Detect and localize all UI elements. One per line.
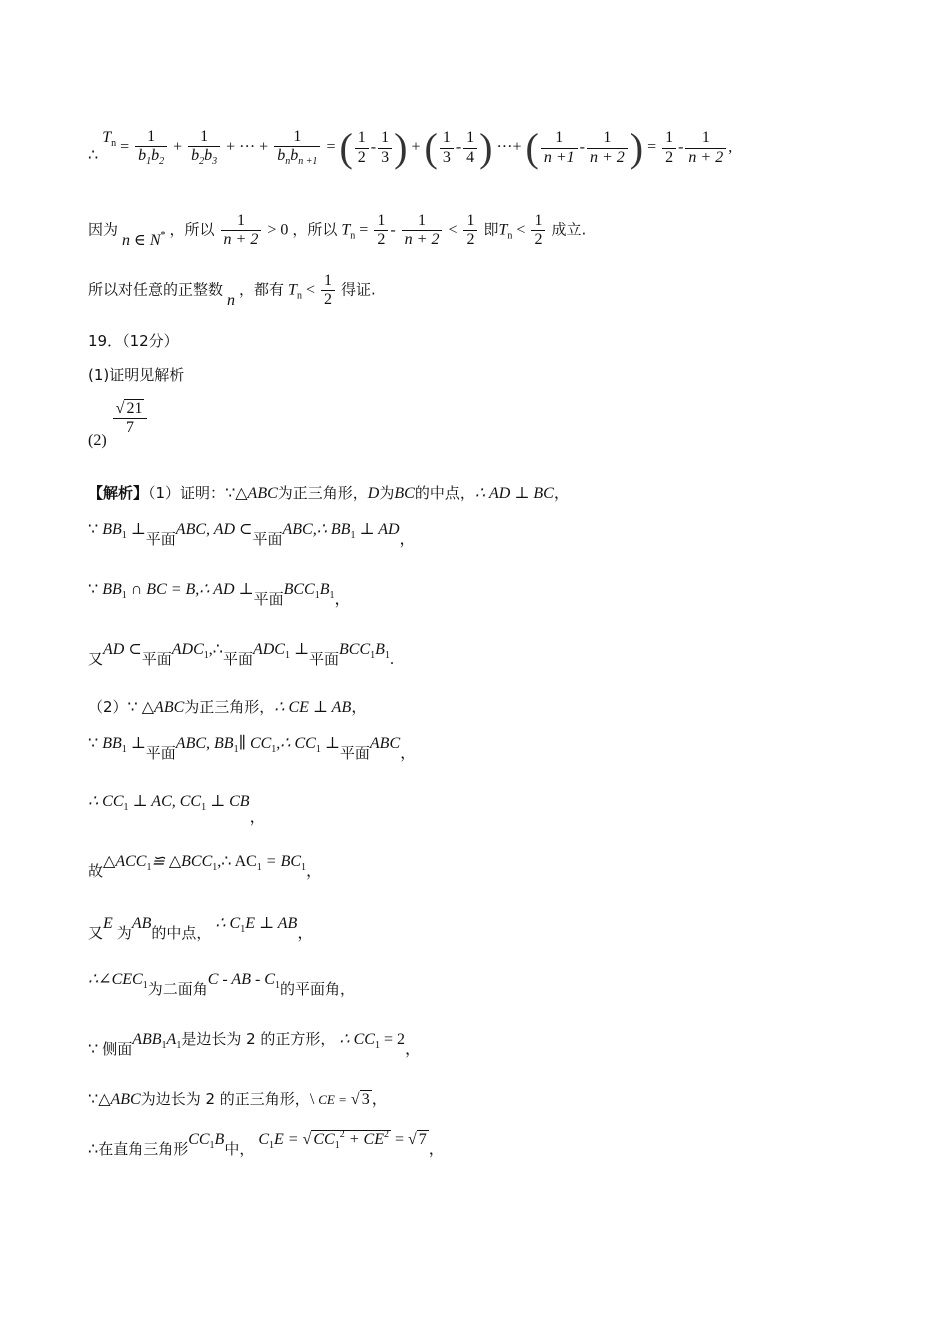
solution-line-3: ∵ $BB_1$ ∩ BC = B,∴ AD ⊥平面$BCC_1B_1$， xyxy=(88,581,351,608)
solution-line-5: （2）∵ △ABC为正三角形，∴ CE ⊥ AB， xyxy=(88,698,368,716)
solution-line-7: ∴ $CC_1$ ⊥ AC, $CC_1$ ⊥ CB， xyxy=(88,793,266,826)
solution-line-4: 又AD ⊂平面$ADC_1,\therefore$平面$ADC_1$ ⊥平面$BCC_1B_1$. xyxy=(88,641,394,668)
solution-line-6: ∵ $BB_1$ ⊥平面ABC, $BB_1\parallel$ $CC_1,\therefore$ $CC_1$ ⊥平面ABC， xyxy=(88,735,417,762)
solution-line-11: ∵ 侧面$ABB_1A_1$是边长为 2 的正方形， ∴ $CC_1 = 2$， xyxy=(88,1030,421,1058)
fraction-sqrt21-over-7: $\frac{√ 21}{7}$ xyxy=(113,400,148,438)
fraction: $\frac{1}{2}$ xyxy=(374,212,388,250)
solution-line-9: 又E 为AB的中点， ∴ $C_1E$ ⊥ AB， xyxy=(88,915,314,942)
line-conclusion: 所以对任意的正整数 n ，都有 $T_n$ < $\frac{1}{2}$ 得证. xyxy=(88,272,376,309)
fraction: $\frac{1}{2}$ xyxy=(463,212,477,250)
fraction: $\frac{1}{3}$ xyxy=(440,129,454,167)
t-subscript: n xyxy=(111,137,117,149)
fraction: $\frac{1}{2}$ xyxy=(662,129,676,167)
fraction: $\frac{1}{n + 2}$ xyxy=(685,129,726,167)
fraction: $\frac{1}{n + 2}$ xyxy=(587,129,628,167)
fraction: $\frac{1}{2}$ xyxy=(321,272,335,310)
question-19-part2: (2) $\frac{√ 21}{7}$ xyxy=(88,400,149,438)
therefore-symbol: ∴ xyxy=(88,146,99,164)
fraction: $\frac{1}{b_2b_3}$ xyxy=(188,128,220,168)
solution-line-8: 故$\triangle ACC_1≌$ $\triangle BCC_1,\therefore$ $AC_1 = BC_1$， xyxy=(88,853,323,880)
fraction: $\frac{1}{n + 2}$ xyxy=(221,212,262,250)
question-19-header: 19．（12分） xyxy=(88,332,179,350)
fraction: $\frac{1}{n + 2}$ xyxy=(402,212,443,250)
fraction: $\frac{1}{4}$ xyxy=(463,129,477,167)
fraction: $\frac{1}{3}$ xyxy=(378,129,392,167)
fraction: $\frac{1}{b_1b_2}$ xyxy=(135,128,167,168)
solution-line-1: 【解析】（1）证明：∵△ABC为正三角形，D为BC的中点，∴ AD ⊥ BC， xyxy=(88,484,570,502)
fraction: $\frac{1}{2}$ xyxy=(531,212,545,250)
solution-line-13: ∴在直角三角形$CC_1B$中， $C_1E$ = √ $CC_1^2 + CE^2$ = √ 7， xyxy=(88,1129,445,1158)
t-symbol: T xyxy=(102,128,112,146)
formula-tn-sum: ∴ $T^n$ = $\frac{1}{b_1b_2}$ + $\frac{1}{b_2b_3}$ + ··· + $\frac{1}{b_nb_{n +1}}$ = ( $\frac{1}{2}$ - $\frac{1}{3}$ ) + ( $\frac{1}{3}$ - $\frac{1}{4}$ ) ···+ ( $\frac{1}{n +1}$ - $\frac{1}{n + 2}$ ) = $\frac{1}{2}$ - $\frac{1}{n + 2}$ , xyxy=(88,125,733,170)
line-because-n-positive: 因为 n ∈ N* ，所以 $\frac{1}{n + 2}$ > 0 ，所以 $T_n$ = $\frac{1}{2}$ - $\frac{1}{n + 2}$ < $\frac{1}{2}$ 即$T_n$ < $\frac{1}{2}$ 成立. xyxy=(88,212,587,249)
fraction: $\frac{1}{n +1}$ xyxy=(541,129,578,167)
fraction: $\frac{1}{b_nb_{n +1}}$ xyxy=(274,128,320,168)
solution-line-10: $\therefore\angle CEC_1$为二面角C - AB - $C_1$的平面角， xyxy=(88,971,355,998)
question-19-part1: (1)证明见解析 xyxy=(88,366,185,384)
fraction: $\frac{1}{2}$ xyxy=(355,129,369,167)
solution-line-12: ∵△ABC为边长为 2 的正三角形，\ CE = √ 3 ， xyxy=(88,1090,388,1108)
solution-line-2: ∵ $BB_1$ ⊥平面ABC, AD ⊂平面ABC,∴ $BB_1$ ⊥ AD， xyxy=(88,521,416,548)
